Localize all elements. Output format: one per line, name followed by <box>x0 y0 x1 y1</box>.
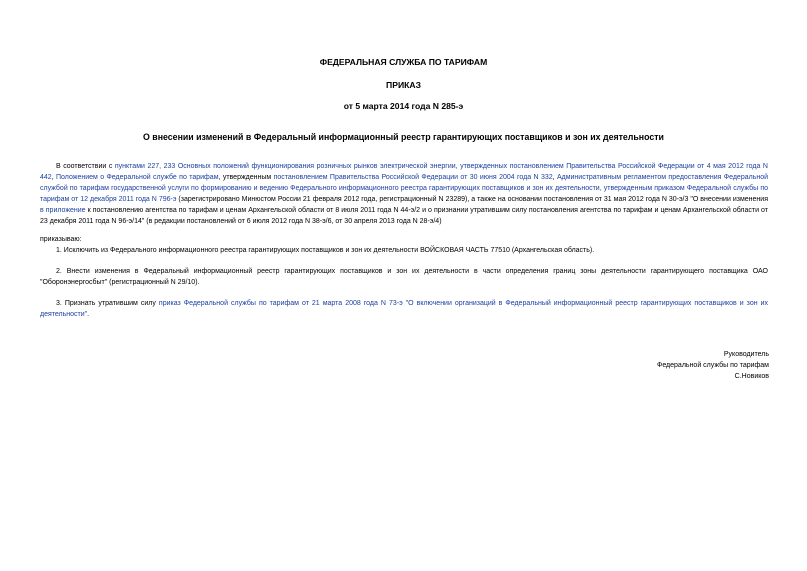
item3-text-2: . <box>87 311 90 318</box>
link-government-decree-332[interactable]: постановлением Правительства Российской Федерации от 30 июня 2004 года N 332 <box>273 174 553 181</box>
link-appendix[interactable]: в приложение <box>40 207 86 214</box>
link-fst-regulation[interactable]: Положением о Федеральной службе по тарифам <box>56 174 219 181</box>
link-basic-provisions[interactable]: пунктами 227, 233 Основных положений функционирования розничных рынков электрической энергии, утвержденных постановлением Правительства Российской Федерации от 4 мая 2012 года N 442 <box>40 163 768 181</box>
order-item-1: 1. Исключить из Федерального информационного реестра гарантирующих поставщиков и зон их деятельности ВОЙСКОВАЯ ЧАСТЬ 77510 (Архангельская область). <box>56 247 595 254</box>
signature-position: Руководитель <box>723 351 769 358</box>
intro-text-5: (зарегистрировано Минюстом России 21 февраля 2012 года, регистрационный N 23289), а также на основании постановления от 31 мая 2012 года N 30-э/3 "О внесении изменения <box>176 196 768 203</box>
intro-text-1: В соответствии с <box>56 163 115 170</box>
document-date: от 5 марта 2014 года N 285-э <box>343 101 464 111</box>
item3-text-1: 3. Признать утратившим силу <box>56 300 159 307</box>
link-admin-regulation[interactable]: Административным регламентом предоставления Федеральной службой по тарифам государственной услуги по формированию и ведению Федерального информационного реестра гарантирующих поставщиков и зон их деятельности, утвержденным приказом Федеральной службы по тарифам от 12 декабря 2011 года N 796-э <box>40 174 769 203</box>
intro-text-3: , утвержденным <box>218 174 274 181</box>
intro-paragraph <box>40 161 768 227</box>
organization-name: ФЕДЕРАЛЬНАЯ СЛУЖБА ПО ТАРИФАМ <box>319 57 488 67</box>
signature-organization: Федеральной службы по тарифам <box>657 362 769 369</box>
order-item-3 <box>40 298 768 320</box>
document-type: ПРИКАЗ <box>386 80 421 90</box>
order-word: приказываю: <box>40 236 82 243</box>
link-order-73e[interactable]: приказ Федеральной службы по тарифам от 21 марта 2008 года N 73-э "О включении организаций в Федеральный информационный реестр гарантирующих поставщиков и зон их деятельности" <box>40 300 768 318</box>
intro-text-2: , <box>51 174 57 181</box>
intro-text-6: к постановлению агентства по тарифам и ценам Архангельской области от 8 июля 2011 года N 44-э/2 и о признании утратившим силу постановления агентства по тарифам и ценам Архангельской области от 23 декабря 2011 года N 96-э/14" (в редакции постановлений от 6 июля 2012 года N 38-э/6, от 30 апреля 2013 года N 28-э/4) <box>40 207 768 225</box>
document-title: О внесении изменений в Федеральный информационный реестр гарантирующих поставщиков и зон их деятельности <box>143 132 664 142</box>
signature-name: С.Новиков <box>734 373 769 380</box>
order-item-2: 2. Внести изменения в Федеральный информационный реестр гарантирующих поставщиков и зон их деятельности в части определения границ зоны деятельности гарантирующего поставщика ОАО "Оборонэнергосбыт" (регистрационный N 29/10). <box>40 268 768 286</box>
intro-text-4: , <box>552 174 557 181</box>
